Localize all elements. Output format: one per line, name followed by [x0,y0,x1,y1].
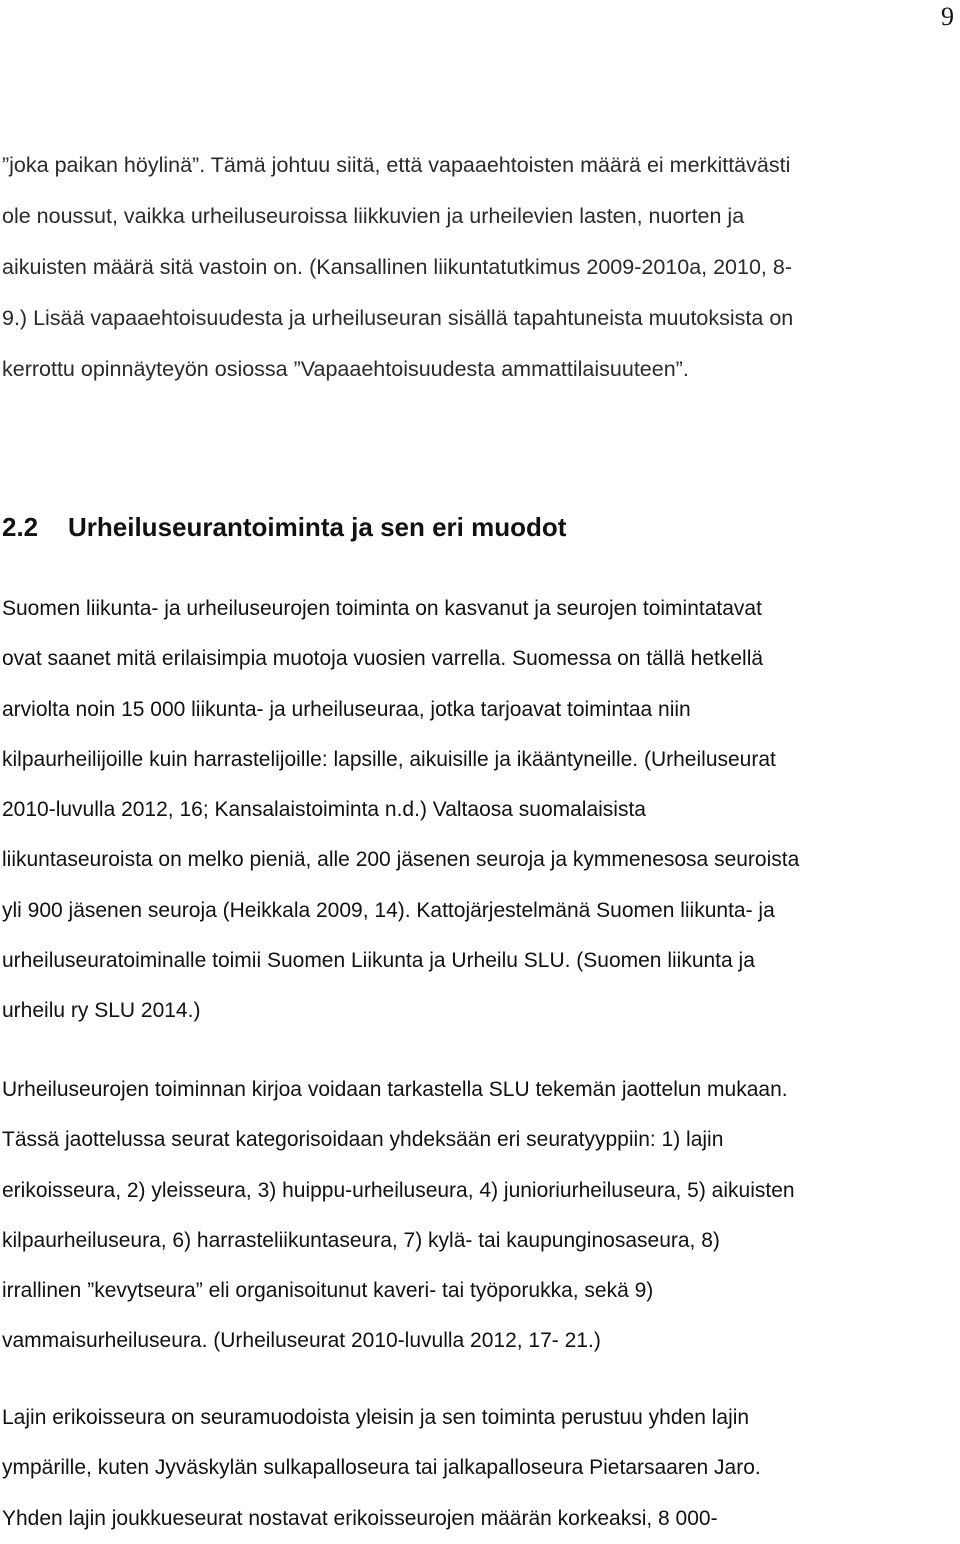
section-number: 2.2 [2,512,39,542]
paragraph-line: liikuntaseuroista on melko pieniä, alle 200 jäsenen seuroja ja kymmenesosa seuroista [2,848,800,872]
paragraph-line: ”joka paikan höylinä”. Tämä johtuu siitä, että vapaaehtoisten määrä ei merkittävästi [2,153,791,177]
section-heading [2,507,958,547]
paragraph-line: kerrottu opinnäyteyön osiossa ”Vapaaehtoisuudesta ammattilaisuuteen”. [2,357,689,381]
paragraph-line: erikoisseura, 2) yleisseura, 3) huippu-urheiluseura, 4) junioriurheiluseura, 5) aikuisten [2,1178,795,1202]
page-number: 9 [941,2,954,31]
paragraph-line: 2010-luvulla 2012, 16; Kansalaistoiminta n.d.) Valtaosa suomalaisista [2,798,646,822]
paragraph-line: arviolta noin 15 000 liikunta- ja urheiluseuraa, jotka tarjoavat toimintaa niin [2,697,691,721]
paragraph-line: Yhden lajin joukkueseurat nostavat erikoisseurojen määrän korkeaksi, 8 000- [2,1506,718,1530]
paragraph-line: Lajin erikoisseura on seuramuodoista yleisin ja sen toiminta perustuu yhden lajin [2,1406,750,1429]
paragraph-line: Tässä jaottelussa seurat kategorisoidaan yhdeksään eri seuratyyppiin: 1) lajin [2,1128,724,1152]
paragraph-line: irrallinen ”kevytseura” eli organisoitunut kaveri- tai työporukka, sekä 9) [2,1279,654,1303]
paragraph-line: yli 900 jäsenen seuroja (Heikkala 2009, 14). Kattojärjestelmänä Suomen liikunta- ja [2,898,775,922]
paragraph-line: kilpaurheilijoille kuin harrastelijoille: lapsille, aikuisille ja ikääntyneille. (Urheiluseurat [2,747,776,771]
section-title: Urheiluseurantoiminta ja sen eri muodot [68,512,567,542]
paragraph-line: urheilu ry SLU 2014.) [2,999,201,1023]
paragraph-line: Suomen liikunta- ja urheiluseurojen toiminta on kasvanut ja seurojen toimintatavat [2,597,762,620]
body-paragraph [2,584,958,1037]
paragraph-line: urheiluseuratoiminalle toimii Suomen Liikunta ja Urheilu SLU. (Suomen liikunta ja [2,949,755,973]
paragraph-line: 9.) Lisää vapaaehtoisuudesta ja urheiluseuran sisällä tapahtuneista muutoksista on [2,306,794,330]
paragraph-line: Urheiluseurojen toiminnan kirjoa voidaan tarkastella SLU tekemän jaottelun mukaan. [2,1078,788,1101]
paragraph-line: aikuisten määrä sitä vastoin on. (Kansallinen liikuntatutkimus 2009-2010a, 2010, 8- [2,255,792,279]
paragraph-line: kilpaurheiluseura, 6) harrasteliikuntaseura, 7) kylä- tai kaupunginosaseura, 8) [2,1228,720,1252]
paragraph-line: ole noussut, vaikka urheiluseuroissa liikkuvien ja urheilevien lasten, nuorten ja [2,204,745,228]
intro-paragraph [2,140,958,395]
body-paragraph [2,1393,958,1544]
body-paragraph [2,1065,958,1367]
paragraph-line: vammaisurheiluseura. (Urheiluseurat 2010-luvulla 2012, 17- 21.) [2,1329,601,1353]
paragraph-line: ovat saanet mitä erilaisimpia muotoja vuosien varrella. Suomessa on tällä hetkellä [2,647,764,671]
paragraph-line: ympärille, kuten Jyväskylän sulkapalloseura tai jalkapalloseura Pietarsaaren Jaro. [2,1456,761,1480]
